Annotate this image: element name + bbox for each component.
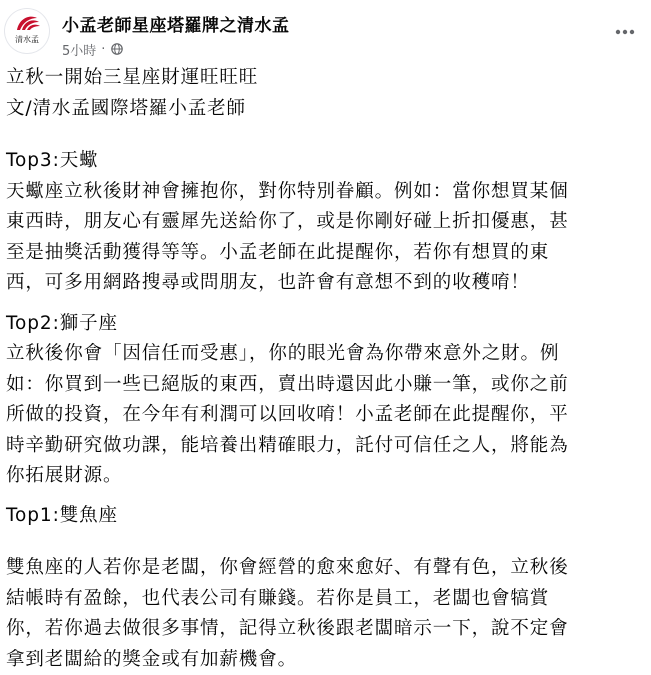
svg-text:清水孟: 清水孟 bbox=[15, 35, 39, 44]
more-options-button[interactable] bbox=[607, 14, 643, 50]
globe-icon[interactable] bbox=[111, 43, 123, 55]
section-heading: Top3:天蠍 bbox=[6, 150, 99, 171]
brand-logo-icon bbox=[5, 9, 49, 53]
post-timestamp[interactable]: 5小時 bbox=[62, 43, 97, 59]
section-body: 立秋後你會「因信任而受惠」，你的眼光會為你帶來意外之財。例 如：你買到一些已絕版的東西，賣出時還因此小賺一筆，或你之前 所做的投資，在今年有利潤可以回收唷！小孟老師在此提醒你，平 時辛勤研究做功課，能培養出精確眼力，託付可信任之人，將能為 你拓展財源。 bbox=[6, 343, 569, 486]
section-heading: Top1:雙魚座 bbox=[6, 504, 118, 526]
post-byline: 文/清水孟國際塔羅小孟老師 bbox=[6, 97, 246, 119]
section-heading: Top2:獅子座 bbox=[6, 312, 118, 334]
page-avatar[interactable] bbox=[5, 9, 49, 53]
post-header bbox=[0, 0, 651, 64]
more-options-icon bbox=[615, 29, 635, 35]
meta-separator: · bbox=[101, 41, 106, 57]
section-body: 天蠍座立秋後財神會擁抱你，對你特別眷顧。例如：當你想買某個 東西時，朋友心有靈犀先送給你了，或是你剛好碰上折扣優惠，甚 至是抽獎活動獲得等等。小孟老師在此提醒你，若你有想買的東 西，可多用網路搜尋或問朋友，也許會有意想不到的收穫唷！ bbox=[6, 180, 569, 293]
page-name-link[interactable]: 小孟老師星座塔羅牌之清水孟 bbox=[62, 16, 290, 36]
post-body bbox=[6, 63, 640, 675]
section-body: 雙魚座的人若你是老闆，你會經營的愈來愈好、有聲有色，立秋後 結帳時有盈餘，也代表公司有賺錢。若你是員工，老闆也會犒賞 你，若你過去做很多事情，記得立秋後跟老闆暗示一下，說不定會 拿到老闆給的獎金或有加薪機會。 bbox=[6, 557, 569, 670]
post-intro-title: 立秋一開始三星座財運旺旺旺 bbox=[6, 67, 259, 88]
post-meta bbox=[62, 40, 123, 58]
